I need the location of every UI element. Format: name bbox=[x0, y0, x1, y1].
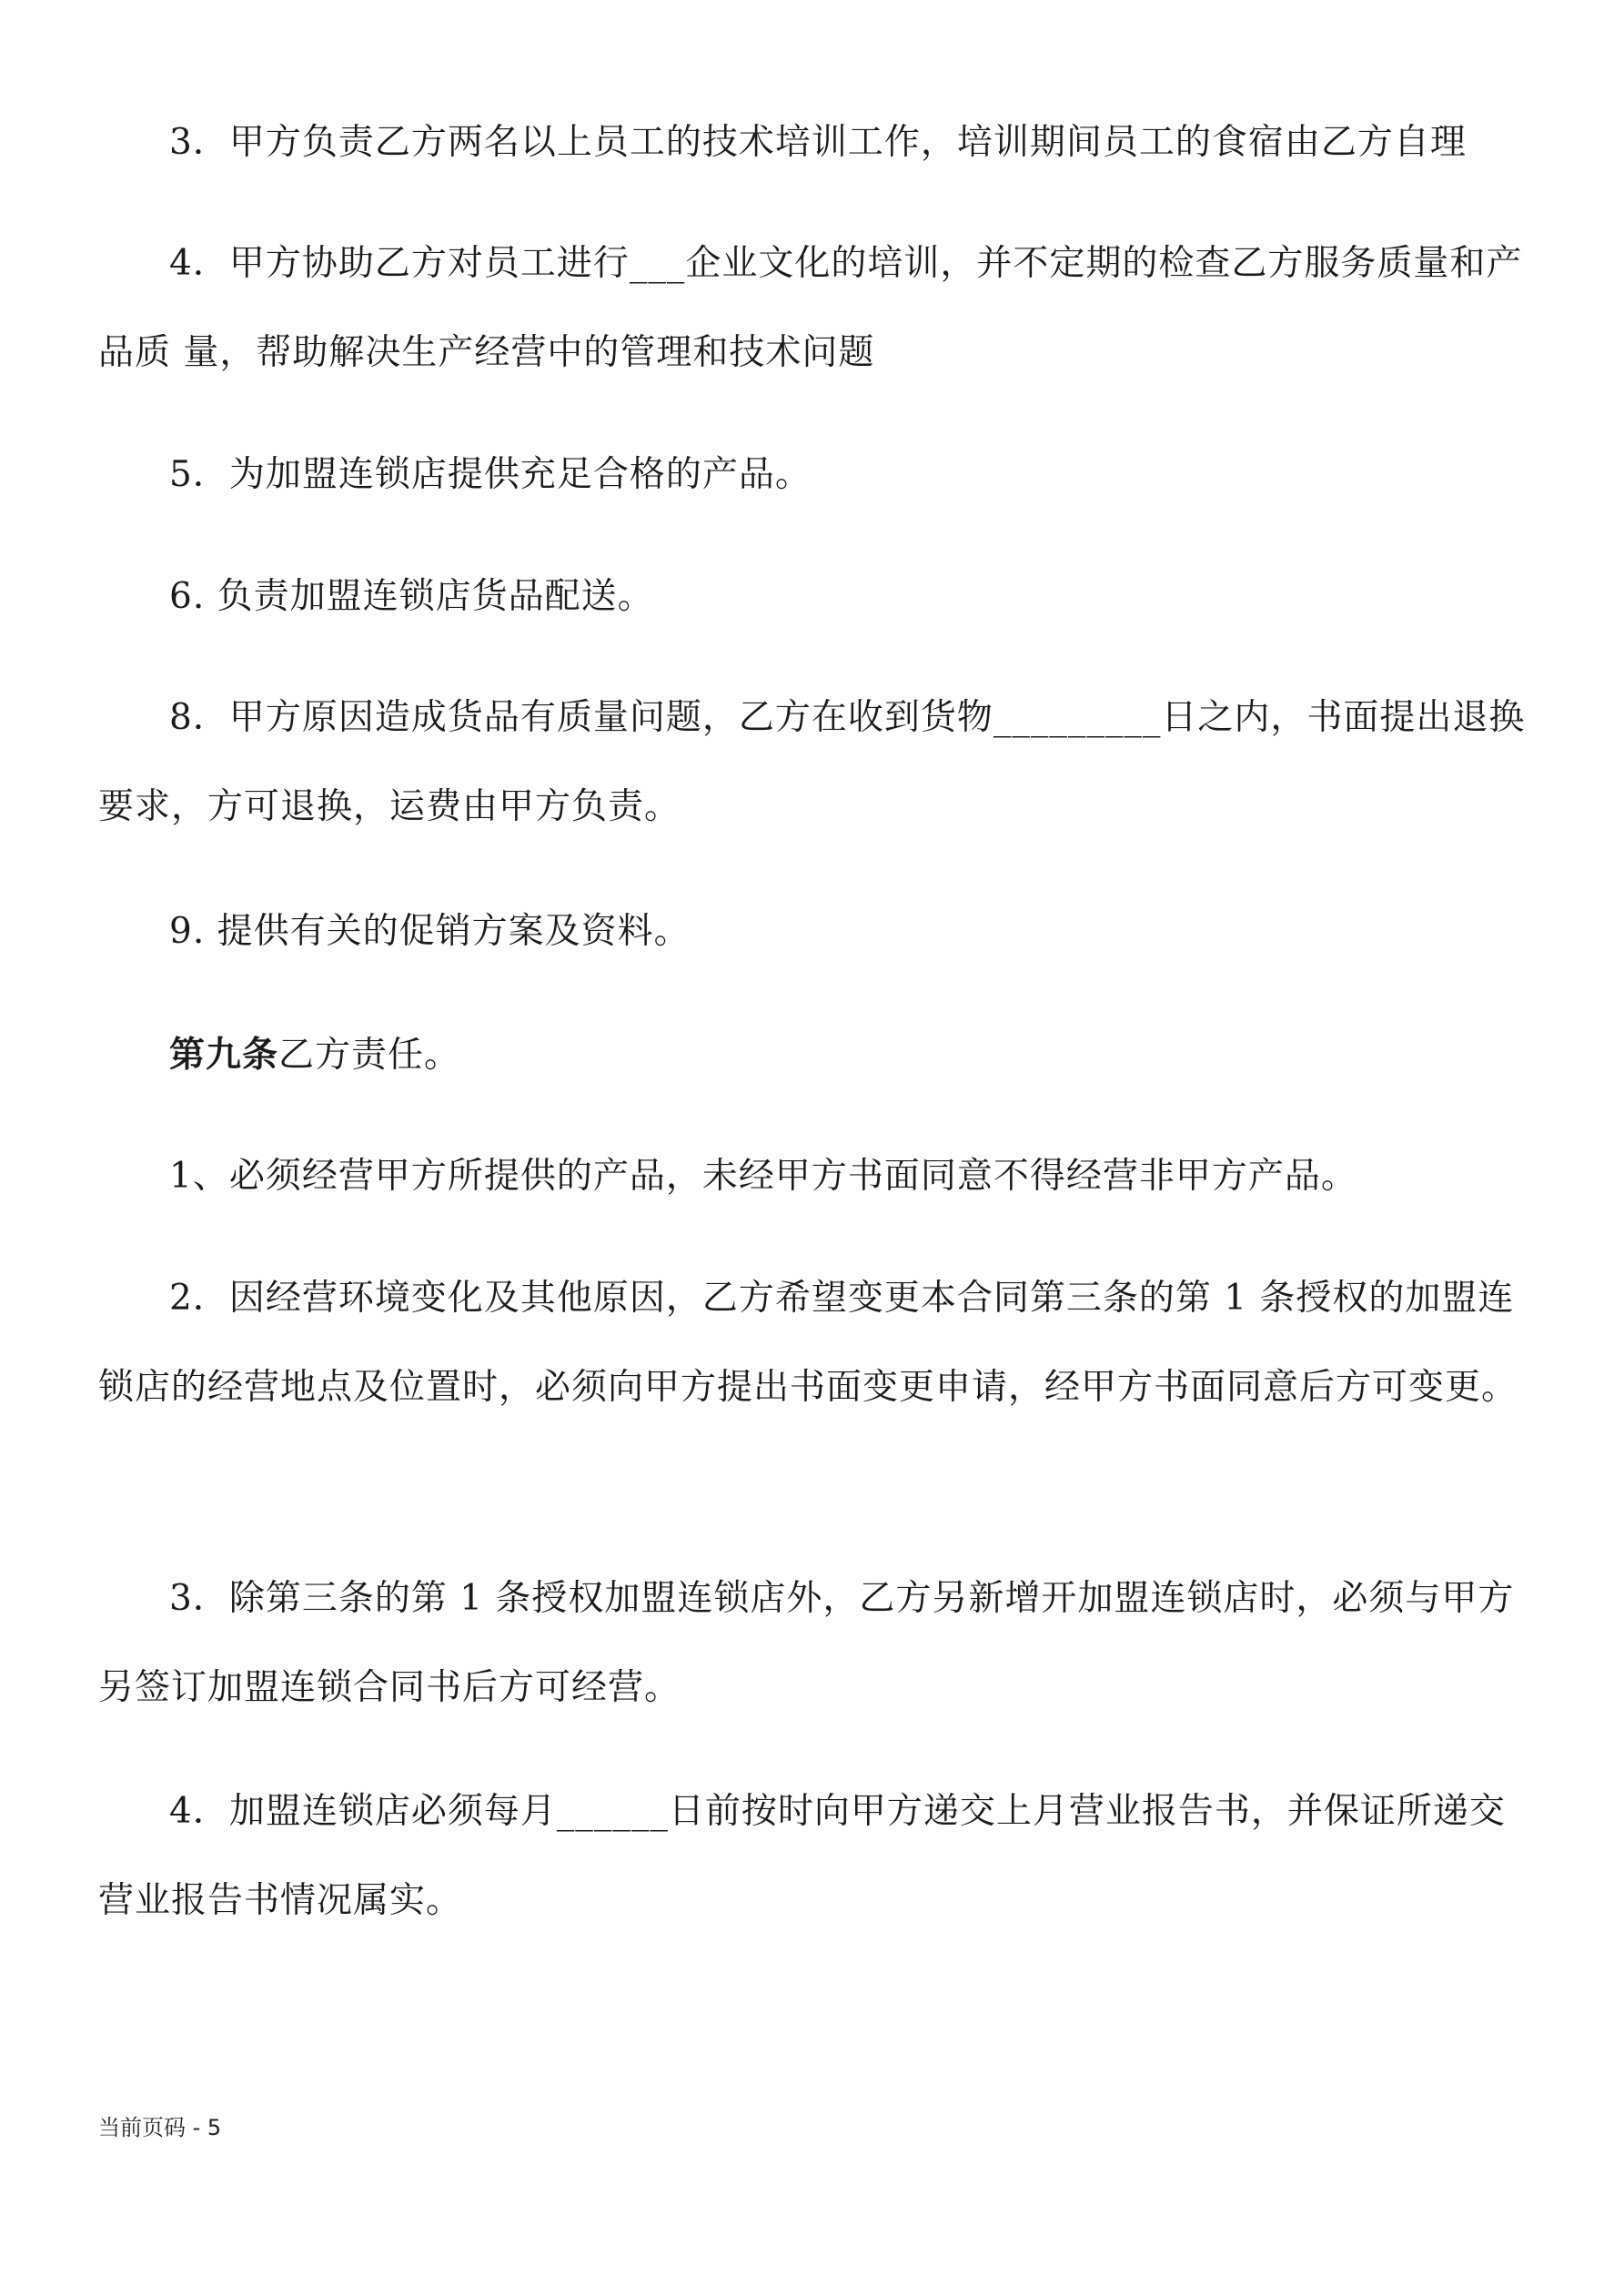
clause-paragraph-9: 9. 提供有关的促销方案及资料。 bbox=[169, 911, 691, 952]
clause-paragraph-5: 5．为加盟连锁店提供充足合格的产品。 bbox=[169, 454, 812, 495]
article-label: 第九条 bbox=[169, 1034, 279, 1076]
article-title: 乙方责任。 bbox=[278, 1035, 461, 1076]
clause-paragraph-8: 8．甲方原因造成货品有质量问题，乙方在收到货物_________日之内，书面提出退换要求，方可退换，运费由甲方负责。 bbox=[98, 697, 1526, 827]
clause-paragraph-6: 6. 负责加盟连锁店货品配送。 bbox=[169, 576, 654, 617]
clause-paragraph-3: 3．甲方负责乙方两名以上员工的技术培训工作，培训期间员工的食宿由乙方自理 bbox=[169, 122, 1467, 163]
article-heading bbox=[98, 1010, 1540, 1100]
duty-paragraph-3: 3．除第三条的第 1 条授权加盟连锁店外，乙方另新增开加盟连锁店时，必须与甲方另签订加盟连锁合同书后方可经营。 bbox=[98, 1578, 1515, 1708]
duty-paragraph-4: 4．加盟连锁店必须每月______日前按时向甲方递交上月营业报告书，并保证所递交营业报告书情况属实。 bbox=[98, 1791, 1506, 1921]
duty-paragraph-1: 1、必须经营甲方所提供的产品，未经甲方书面同意不得经营非甲方产品。 bbox=[169, 1156, 1357, 1197]
clause-paragraph-4: 4．甲方协助乙方对员工进行___企业文化的培训，并不定期的检查乙方服务质量和产品质 量，帮助解决生产经营中的管理和技术问题 bbox=[98, 243, 1523, 373]
duty-paragraph-2: 2．因经营环境变化及其他原因，乙方希望变更本合同第三条的第 1 条授权的加盟连锁店的经营地点及位置时，必须向甲方提出书面变更申请，经甲方书面同意后方可变更。 bbox=[98, 1278, 1518, 1408]
page-number-footer: 当前页码 - 5 bbox=[98, 2115, 222, 2140]
